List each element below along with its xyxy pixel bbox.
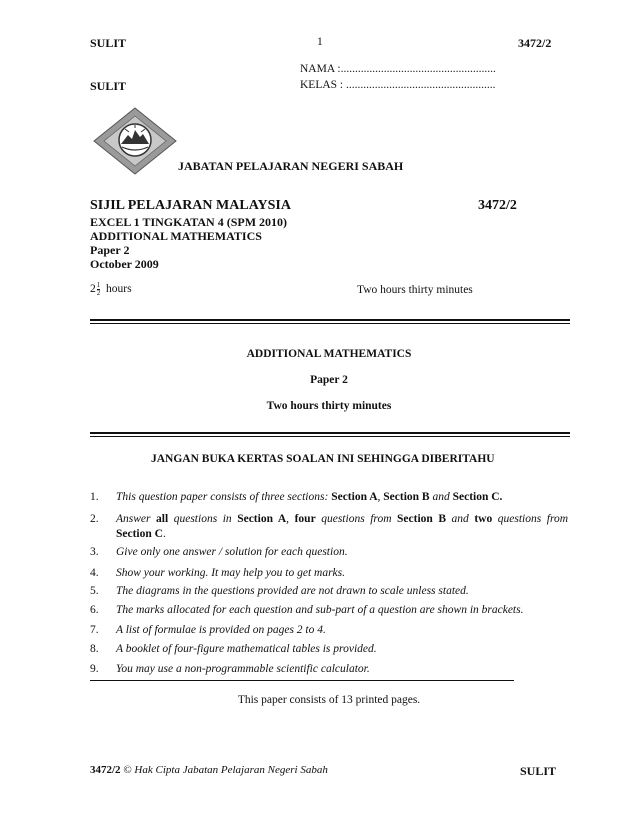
instruction-text: Show your working. It may help you to get marks. bbox=[116, 567, 346, 579]
section-b-ref: Section B bbox=[397, 513, 447, 525]
cover-paper: Paper 2 bbox=[310, 374, 348, 386]
instruction-text: The diagrams in the questions provided are not drawn to scale unless stated. bbox=[116, 585, 469, 597]
footer-sulit: SULIT bbox=[520, 764, 557, 778]
exam-line-2: ADDITIONAL MATHEMATICS bbox=[90, 229, 262, 243]
kelas-field: KELAS : .................................................... bbox=[300, 79, 496, 91]
instruction-number: 6. bbox=[90, 604, 99, 616]
emph-all: all bbox=[156, 513, 169, 525]
section-c-ref: Section C bbox=[116, 528, 163, 540]
text-part: and bbox=[429, 491, 453, 503]
text-part: questions from bbox=[315, 513, 398, 525]
footer-copyright-text: Hak Cipta Jabatan Pelajaran Negeri Sabah bbox=[134, 764, 328, 776]
exam-line-3: Paper 2 bbox=[90, 243, 130, 257]
section-c-ref: Section C. bbox=[452, 491, 503, 503]
instruction-number: 7. bbox=[90, 624, 99, 636]
divider-line bbox=[90, 436, 570, 437]
exam-title: SIJIL PELAJARAN MALAYSIA bbox=[90, 198, 291, 213]
instruction-number: 5. bbox=[90, 585, 99, 597]
instruction-text bbox=[116, 512, 568, 542]
section-a-ref: Section A bbox=[237, 513, 287, 525]
emph-two: two bbox=[474, 513, 493, 525]
instruction-text bbox=[116, 490, 568, 505]
cover-time: Two hours thirty minutes bbox=[266, 400, 392, 412]
text-part: . bbox=[162, 528, 166, 540]
divider-line bbox=[90, 432, 570, 434]
header-code: 3472/2 bbox=[518, 36, 552, 50]
text-part: questions from bbox=[492, 513, 569, 525]
instruction-text: The marks allocated for each question and sub-part of a question are shown in brackets. bbox=[116, 604, 524, 616]
exam-line-1: EXCEL 1 TINGKATAN 4 (SPM 2010) bbox=[90, 215, 288, 229]
warning-text: JANGAN BUKA KERTAS SOALAN INI SEHINGGA DIBERITAHU bbox=[151, 453, 495, 465]
text-part: and bbox=[446, 513, 475, 525]
duration-whole: 2 bbox=[90, 283, 96, 296]
page-number: 1 bbox=[317, 36, 323, 48]
copyright-symbol: © bbox=[123, 764, 132, 776]
emph-four: four bbox=[294, 513, 316, 525]
department-name: JABATAN PELAJARAN NEGERI SABAH bbox=[178, 159, 404, 173]
divider-line bbox=[90, 319, 570, 321]
divider-line bbox=[90, 680, 514, 681]
sabah-crest-logo bbox=[90, 104, 180, 178]
duration-fraction bbox=[90, 282, 132, 297]
instruction-text: Give only one answer / solution for each question. bbox=[116, 546, 348, 558]
nama-field: NAMA :...................................................... bbox=[300, 63, 496, 75]
pages-note: This paper consists of 13 printed pages. bbox=[237, 694, 421, 706]
cover-subject: ADDITIONAL MATHEMATICS bbox=[246, 348, 412, 360]
instruction-number: 3. bbox=[90, 546, 99, 558]
footer-left bbox=[90, 764, 328, 776]
fraction-numerator: 1 bbox=[96, 281, 101, 289]
exam-code: 3472/2 bbox=[478, 198, 517, 213]
section-b-ref: Section B bbox=[383, 491, 430, 503]
instruction-number: 8. bbox=[90, 643, 99, 655]
instruction-number: 2. bbox=[90, 513, 99, 525]
instruction-number: 9. bbox=[90, 663, 99, 675]
instruction-text: You may use a non-programmable scientific calculator. bbox=[116, 663, 370, 675]
instruction-text: A booklet of four-figure mathematical tables is provided. bbox=[116, 643, 377, 655]
text-part: , bbox=[286, 513, 295, 525]
text-part: Answer bbox=[116, 513, 157, 525]
divider-line bbox=[90, 323, 570, 324]
footer-code: 3472/2 bbox=[90, 764, 121, 776]
section-a-ref: Section A bbox=[331, 491, 378, 503]
text-part: , bbox=[377, 491, 384, 503]
duration-words: Two hours thirty minutes bbox=[357, 284, 473, 296]
instruction-text: A list of formulae is provided on pages 2 to 4. bbox=[116, 624, 326, 636]
text-part: This question paper consists of three sections: bbox=[116, 491, 332, 503]
header-sulit-left: SULIT bbox=[90, 36, 127, 50]
duration-unit: hours bbox=[106, 283, 132, 296]
instruction-number: 4. bbox=[90, 567, 99, 579]
fraction-denominator: 2 bbox=[96, 289, 101, 297]
exam-line-4: October 2009 bbox=[90, 257, 159, 271]
half-fraction bbox=[97, 282, 101, 297]
instruction-number: 1. bbox=[90, 491, 99, 503]
text-part: questions in bbox=[168, 513, 238, 525]
sulit-label: SULIT bbox=[90, 79, 127, 93]
